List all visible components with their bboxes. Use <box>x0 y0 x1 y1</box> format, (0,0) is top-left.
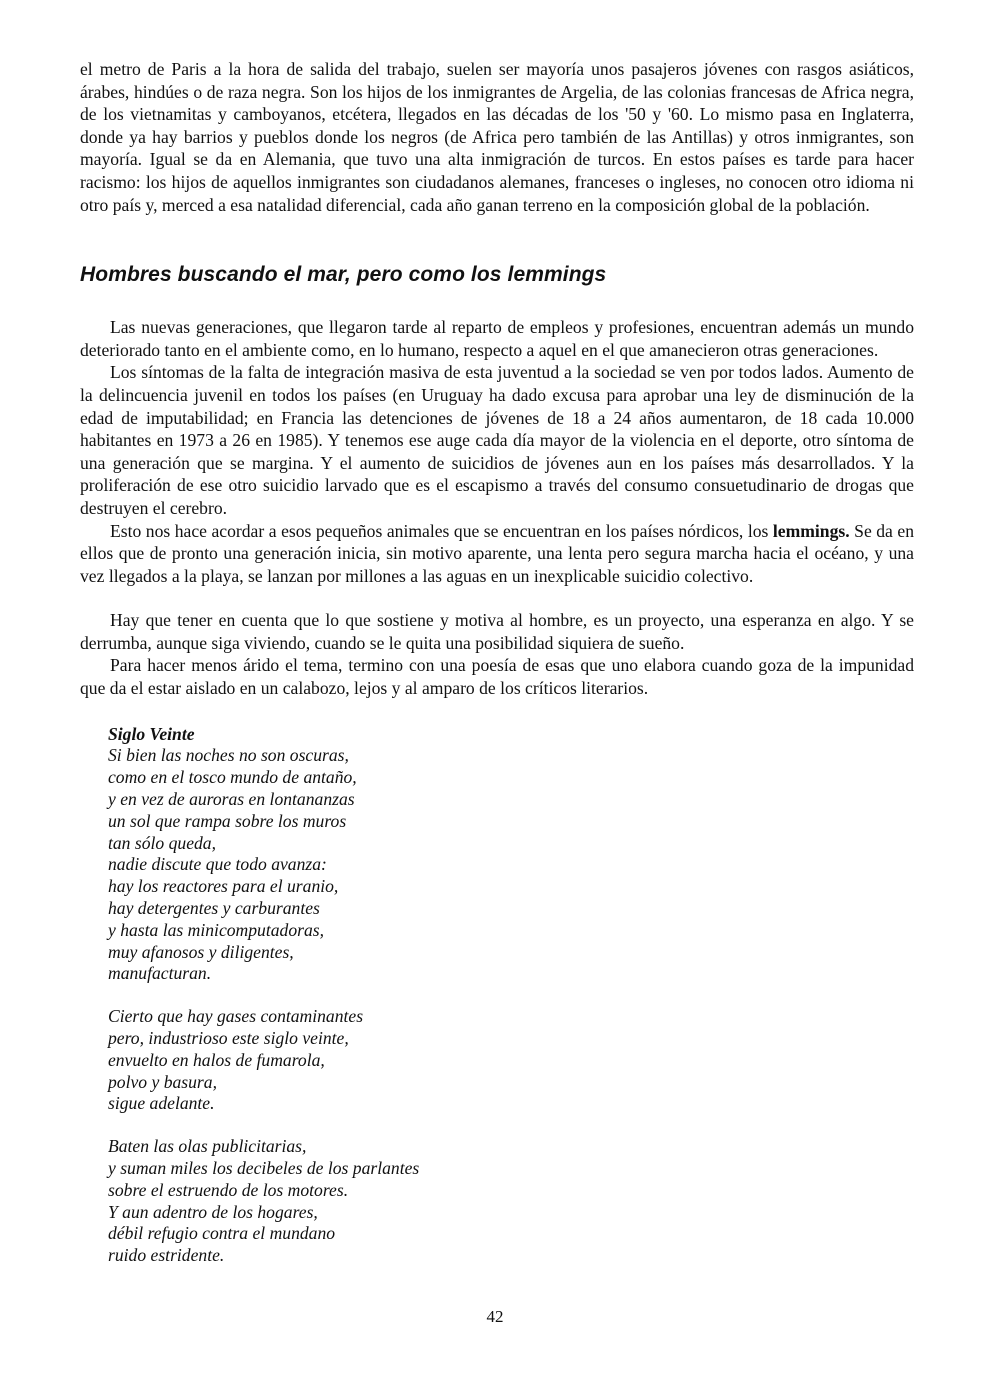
poem-line: hay detergentes y carburantes <box>108 898 320 919</box>
poem-line: Y aun adentro de los hogares, <box>108 1201 318 1222</box>
poem-line: envuelto en halos de fumarola, <box>108 1049 325 1070</box>
poem <box>80 724 914 1267</box>
poem-line: hay los reactores para el uranio, <box>108 876 339 897</box>
poem-line: polvo y basura, <box>108 1071 217 1092</box>
paragraph-lemmings <box>80 520 914 588</box>
poem-line: manufacturan. <box>108 963 212 984</box>
poem-line: y hasta las minicomputadoras, <box>108 919 325 940</box>
section-heading: Hombres buscando el mar, pero como los lemmings <box>80 263 607 287</box>
paragraph-new-generations: Las nuevas generaciones, que llegaron tarde al reparto de empleos y profesiones, encuentran además un mundo deteriorado tanto en el ambiente como, en lo humano, respecto a aquel en el que amanecieron otras generaciones. <box>80 317 914 360</box>
paragraph-symptoms: Los síntomas de la falta de integración masiva de esta juventud a la sociedad se ven por todos lados. Aumento de la delincuencia juvenil en todos los países (en Uruguay ha dado excusa para aprobar una ley de disminución de la edad de imputabilidad; en Francia las detenciones de jóvenes de 18 a 24 años aumentaron, de 18 cada 10.000 habitantes en 1973 a 26 en 1985). Y tenemos ese auge cada día mayor de la violencia en el deporte, otro síntoma de una generación que se margina. Y el aumento de suicidios de jóvenes aun en los países más desarrollados. Y la proliferación de ese otro suicidio larvado que es el escapismo a través del consumo consuetudinario de drogas que destruyen el cerebro. <box>80 362 914 518</box>
paragraph-poem-intro: Para hacer menos árido el tema, termino con una poesía de esas que uno elabora cuando goza de la impunidad que da el estar aislado en un calabozo, lejos y al amparo de los críticos literarios. <box>80 655 914 699</box>
poem-title: Siglo Veinte <box>108 723 195 744</box>
poem-line: sigue adelante. <box>108 1093 215 1114</box>
poem-line: Si bien las noches no son oscuras, <box>108 745 349 766</box>
poem-line: y en vez de auroras en lontananzas <box>108 789 355 810</box>
poem-line: sobre el estruendo de los motores. <box>108 1179 349 1200</box>
page-number: 42 <box>486 1307 504 1326</box>
poem-line: nadie discute que todo avanza: <box>108 854 327 875</box>
poem-line: como en el tosco mundo de antaño, <box>108 767 357 788</box>
lemmings-text-before: Esto nos hace acordar a esos pequeños animales que se encuentran en los países nórdicos, los <box>110 520 773 541</box>
poem-line: ruido estridente. <box>108 1245 225 1266</box>
lemmings-text-after: Se da en ellos que de pronto una generación inicia, sin motivo aparente, una lenta pero segura marcha hacia el océano, y una vez llegados a la playa, se lanzan por millones a las aguas en un inexplicable suicidio colectivo. <box>80 520 914 586</box>
poem-line: un sol que rampa sobre los muros <box>108 810 347 831</box>
poem-line: tan sólo queda, <box>108 832 217 853</box>
poem-line: y suman miles los decibeles de los parlantes <box>108 1158 420 1178</box>
poem-line: débil refugio contra el mundano <box>108 1223 336 1244</box>
poem-stanza-2 <box>108 1006 914 1115</box>
lemmings-bold-word: lemmings. <box>772 520 850 541</box>
document-page <box>80 58 914 1267</box>
paragraph-project-hope: Hay que tener en cuenta que lo que sostiene y motiva al hombre, es un proyecto, una esperanza en algo. Y se derrumba, aunque siga viviendo, cuando se le quita una posibilidad siquiera de sueño. <box>80 610 914 653</box>
poem-stanza-1 <box>108 724 914 986</box>
poem-line: muy afanosos y diligentes, <box>108 941 294 962</box>
poem-stanza-3 <box>108 1136 914 1267</box>
poem-line: Baten las olas publicitarias, <box>108 1136 307 1157</box>
paragraph-intro: el metro de Paris a la hora de salida del trabajo, suelen ser mayoría unos pasajeros jóvenes con rasgos asiáticos, árabes, hindúes o de raza negra. Son los hijos de los inmigrantes de Argelia, de las colonias francesas de Africa negra, de los vietnamitas y camboyanos, etcétera, llegados en las décadas de los '50 y '60. Lo mismo pasa en Inglaterra, donde ya hay barrios y pueblos donde los negros (de Africa pero también de las Antillas) y otros inmigrantes, son mayoría. Igual se da en Alemania, que tuvo una alta inmigración de turcos. En estos países es tarde para hacer racismo: los hijos de aquellos inmigrantes son ciudadanos alemanes, franceses o ingleses, no conocen otro idioma ni otro país y, merced a esa natalidad diferencial, cada año ganan terreno en la composición global de la población. <box>80 59 914 215</box>
poem-line: Cierto que hay gases contaminantes <box>108 1006 364 1027</box>
poem-line: pero, industrioso este siglo veinte, <box>108 1028 349 1049</box>
